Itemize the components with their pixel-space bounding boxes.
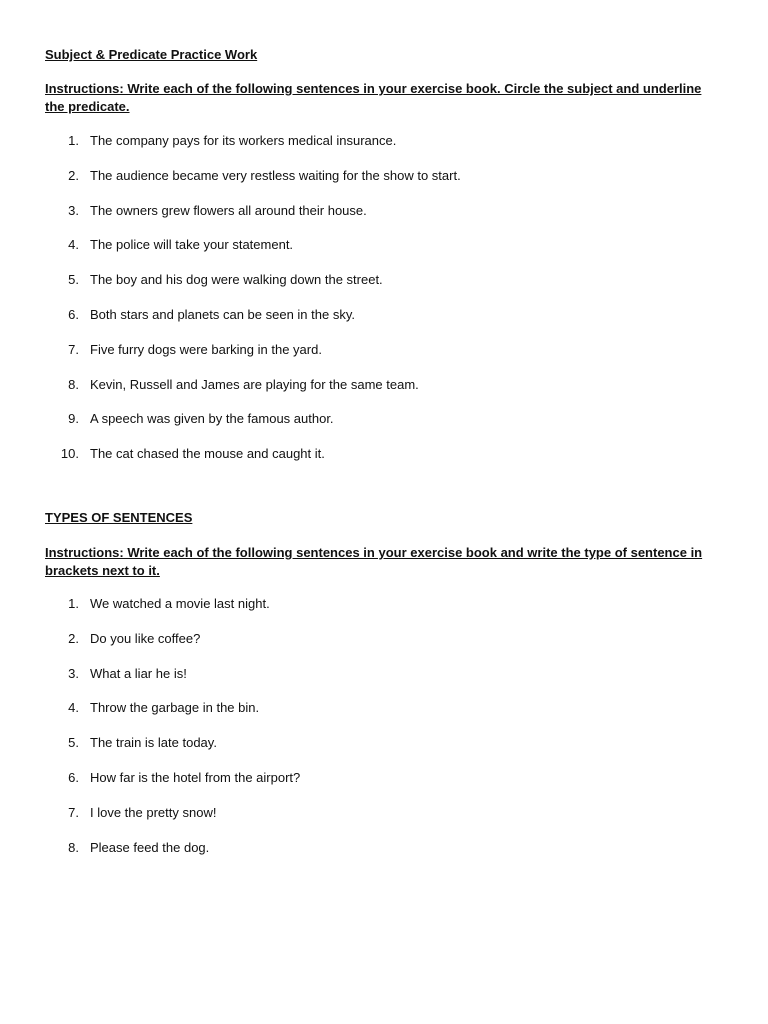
item-text: What a liar he is! bbox=[90, 665, 187, 681]
item-text: Both stars and planets can be seen in the sky. bbox=[90, 306, 355, 322]
item-text: Throw the garbage in the bin. bbox=[90, 700, 260, 716]
item-number: 9. bbox=[68, 411, 79, 427]
item-text: Do you like coffee? bbox=[90, 630, 201, 646]
item-number: 10. bbox=[60, 446, 79, 462]
item-number: 7. bbox=[68, 804, 79, 820]
section-2-title: TYPES OF SENTENCES bbox=[45, 510, 193, 525]
item-number: 8. bbox=[68, 839, 79, 855]
item-text: Kevin, Russell and James are playing for the same team. bbox=[90, 376, 419, 392]
item-number: 6. bbox=[68, 769, 79, 785]
item-text: Five furry dogs were barking in the yard. bbox=[90, 341, 322, 357]
item-number: 5. bbox=[68, 272, 79, 288]
item-number: 1. bbox=[68, 133, 79, 148]
item-number: 4. bbox=[68, 700, 79, 716]
item-number: 2. bbox=[68, 630, 79, 646]
item-text: I love the pretty snow! bbox=[90, 804, 217, 820]
item-text: The company pays for its workers medical insurance. bbox=[90, 133, 397, 148]
item-text: We watched a movie last night. bbox=[90, 596, 270, 611]
item-text: The train is late today. bbox=[90, 735, 217, 751]
item-text: The owners grew flowers all around their house. bbox=[90, 202, 367, 218]
item-number: 3. bbox=[68, 665, 79, 681]
item-text: Please feed the dog. bbox=[90, 839, 210, 855]
item-number: 8. bbox=[68, 376, 79, 392]
item-number: 5. bbox=[68, 735, 79, 751]
item-number: 7. bbox=[68, 341, 79, 357]
item-text: A speech was given by the famous author. bbox=[90, 411, 334, 427]
item-text: The boy and his dog were walking down the street. bbox=[90, 272, 383, 288]
item-text: How far is the hotel from the airport? bbox=[90, 769, 301, 785]
item-text: The police will take your statement. bbox=[90, 237, 294, 253]
section-1-title: Subject & Predicate Practice Work bbox=[45, 47, 258, 62]
section-2-instructions: Instructions: Write each of the following sentences in your exercise book and write the type of sentence in brackets next to it. bbox=[45, 545, 703, 578]
item-number: 3. bbox=[68, 202, 79, 218]
item-text: The audience became very restless waiting for the show to start. bbox=[90, 167, 461, 183]
item-text: The cat chased the mouse and caught it. bbox=[90, 446, 325, 462]
item-number: 4. bbox=[68, 237, 79, 253]
item-number: 1. bbox=[68, 596, 79, 611]
item-number: 6. bbox=[68, 306, 79, 322]
section-1-instructions: Instructions: Write each of the following sentences in your exercise book. Circle the subject and underline the predicate. bbox=[45, 81, 702, 114]
item-number: 2. bbox=[68, 167, 79, 183]
